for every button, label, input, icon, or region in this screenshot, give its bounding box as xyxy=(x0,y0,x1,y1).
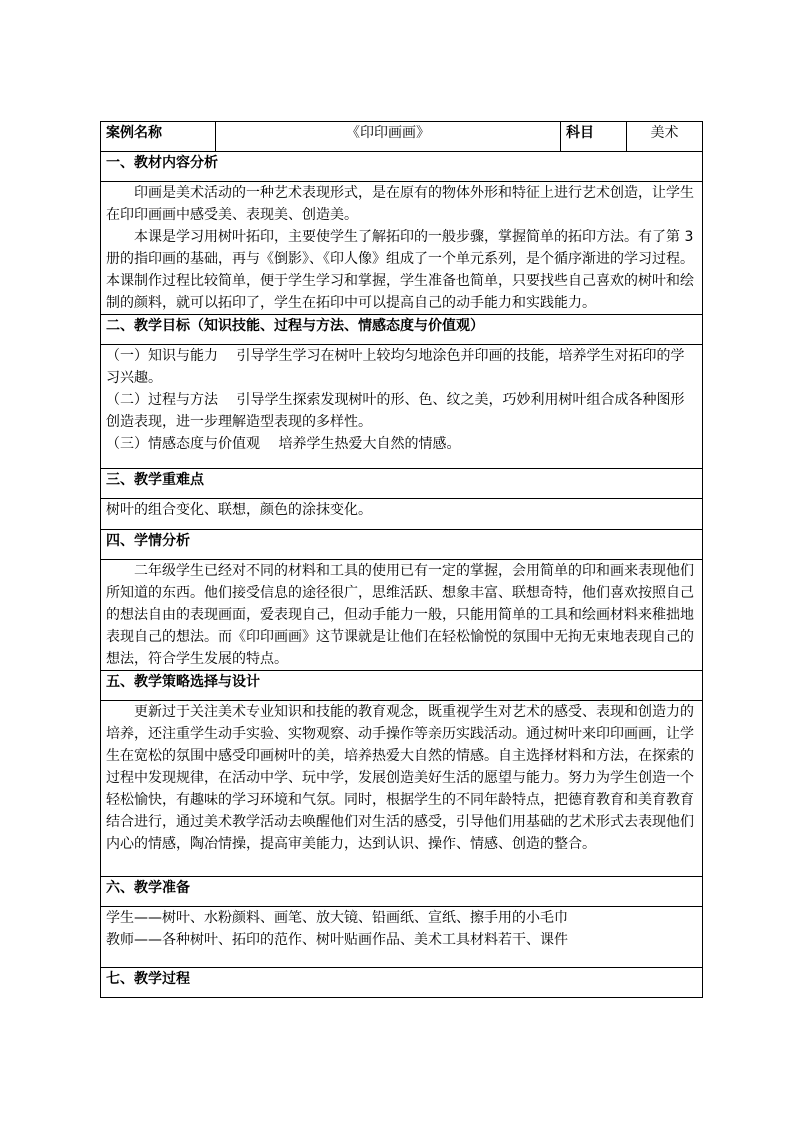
section-body-objectives xyxy=(101,345,703,469)
section-title-preparation: 六、教学准备 xyxy=(101,877,703,907)
section-body-row xyxy=(101,499,703,530)
paragraph: （三）情感态度与价值观 培养学生热爱大自然的情感。 xyxy=(106,436,461,452)
section-body-row xyxy=(101,701,703,877)
lesson-plan-table xyxy=(100,121,703,998)
section-title-row xyxy=(101,968,703,998)
paragraph: （一）知识与能力 引导学生学习在树叶上较均匀地涂色并印画的技能，培养学生对拓印的学习兴趣。 xyxy=(106,348,685,386)
section-body-preparation xyxy=(101,907,703,968)
paragraph: 本课是学习用树叶拓印，主要使学生了解拓印的一般步骤，掌握简单的拓印方法。有了第 3 册的指印画的基础，再与《倒影》、《印人像》组成了一个单元系列，是个循序渐进的学习过程。本课制作过程比较简单，便于学生学习和掌握，学生准备也简单，只要找些自己喜欢的树叶和绘制的颜料，就可以拓印了，学生在拓印中可以提高自己的动手能力和实践能力。 xyxy=(106,229,694,311)
subject-label: 科目 xyxy=(561,122,627,152)
section-title-strategy: 五、教学策略选择与设计 xyxy=(101,671,703,701)
paragraph: 教师——各种树叶、拓印的范作、树叶贴画作品、美术工具材料若干、课件 xyxy=(106,932,568,948)
section-body-row xyxy=(101,907,703,968)
section-title-learner-analysis: 四、学情分析 xyxy=(101,530,703,560)
paragraph: （二）过程与方法 引导学生探索发现树叶的形、色、纹之美，巧妙利用树叶组合成各种图形创造表现，进一步理解造型表现的多样性。 xyxy=(106,392,685,430)
paragraph: 树叶的组合变化、联想，颜色的涂抹变化。 xyxy=(106,502,372,518)
section-title-row xyxy=(101,315,703,345)
paragraph: 二年级学生已经对不同的材料和工具的使用已有一定的掌握，会用简单的印和画来表现他们所知道的东西。他们接受信息的途径很广，思维活跃、想象丰富、联想奇特，他们喜欢按照自己的想法自由的表现画面，爱表现自己，但动手能力一般，只能用简单的工具和绘画材料来稚拙地表现自己的想法。而《印印画画》这节课就是让他们在轻松愉悦的氛围中无拘无束地表现自己的想法，符合学生发展的特点。 xyxy=(106,563,694,667)
section-body-strategy xyxy=(101,701,703,877)
case-name-value: 《印印画画》 xyxy=(216,122,561,152)
section-body-learner-analysis xyxy=(101,560,703,671)
paragraph: 更新过于关注美术专业知识和技能的教育观念，既重视学生对艺术的感受、表现和创造力的培养，还注重学生动手实验、实物观察、动手操作等亲历实践活动。通过树叶来印印画画，让学生在宽松的氛围中感受印画树叶的美，培养热爱大自然的情感。自主选择材料和方法，在探索的过程中发现规律，在活动中学、玩中学，发展创造美好生活的愿望与能力。努力为学生创造一个轻松愉快，有趣味的学习环境和气氛。同时，根据学生的不同年龄特点，把德育教育和美育教育结合进行，通过美术教学活动去唤醒他们对生活的感受，引导他们用基础的艺术形式去表现他们内心的情感，陶冶情操，提高审美能力，达到认识、操作、情感、创造的整合。 xyxy=(106,704,694,852)
section-title-row xyxy=(101,530,703,560)
section-title-process: 七、教学过程 xyxy=(101,968,703,998)
section-title-content-analysis: 一、教材内容分析 xyxy=(101,152,703,182)
section-title-row xyxy=(101,152,703,182)
header-row xyxy=(101,122,703,152)
paragraph: 学生——树叶、水粉颜料、画笔、放大镜、铅画纸、宣纸、擦手用的小毛巾 xyxy=(106,910,568,926)
section-body-row xyxy=(101,345,703,469)
section-body-content-analysis xyxy=(101,182,703,315)
section-title-key-points: 三、教学重难点 xyxy=(101,469,703,499)
section-body-key-points xyxy=(101,499,703,530)
paragraph: 印画是美术活动的一种艺术表现形式，是在原有的物体外形和特征上进行艺术创造，让学生在印印画画中感受美、表现美、创造美。 xyxy=(106,185,694,223)
section-body-row xyxy=(101,182,703,315)
case-name-label: 案例名称 xyxy=(101,122,216,152)
section-title-row xyxy=(101,877,703,907)
section-body-row xyxy=(101,560,703,671)
section-title-row xyxy=(101,671,703,701)
section-title-row xyxy=(101,469,703,499)
subject-value: 美术 xyxy=(627,122,703,152)
section-title-objectives: 二、教学目标（知识技能、过程与方法、情感态度与价值观） xyxy=(101,315,703,345)
